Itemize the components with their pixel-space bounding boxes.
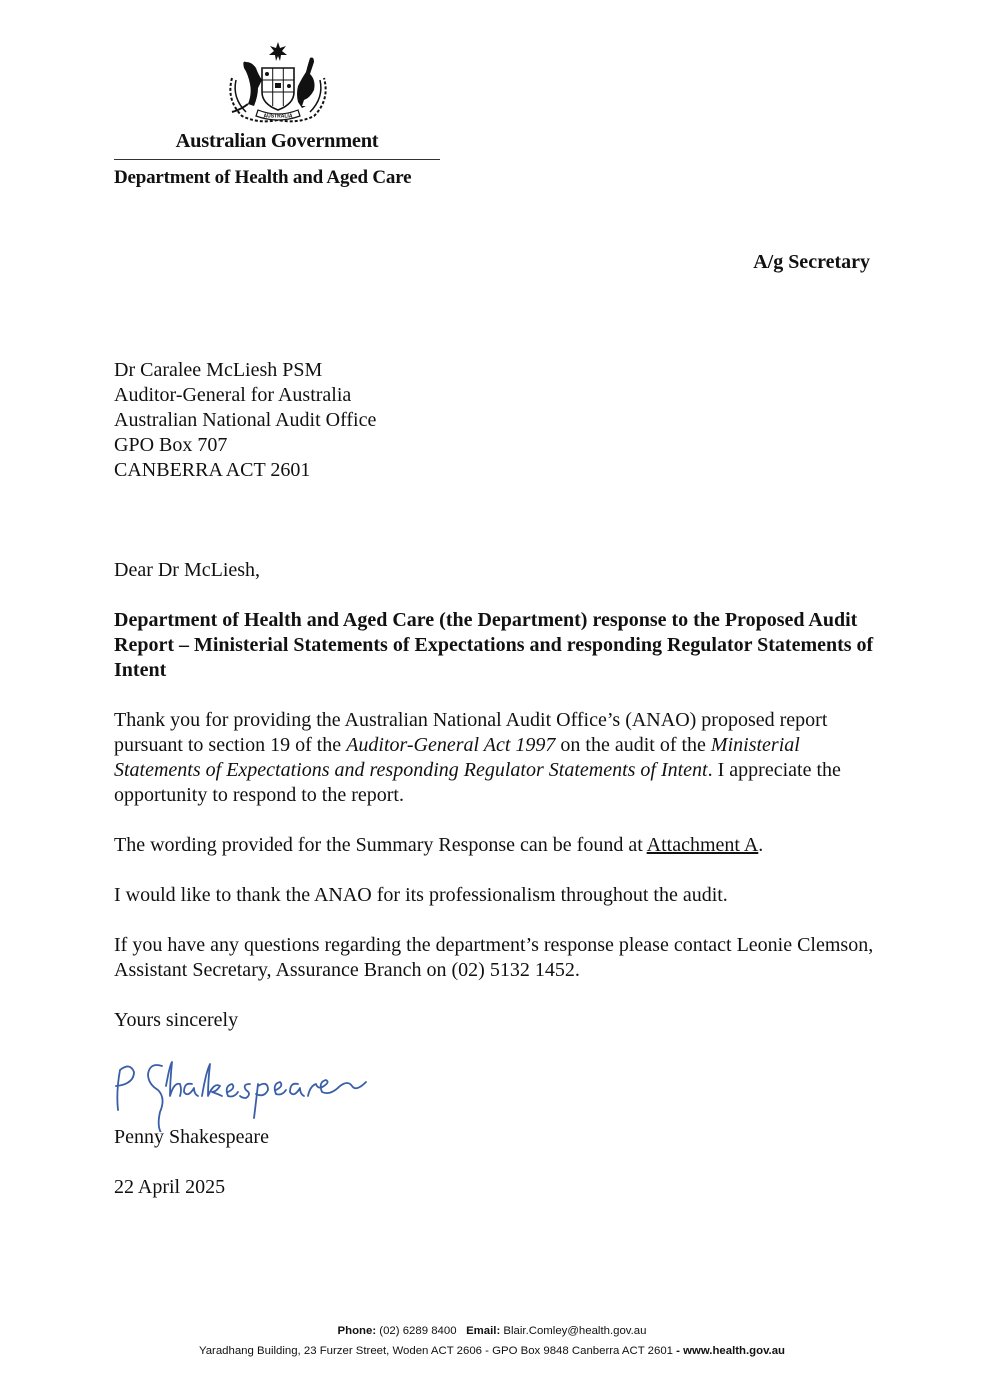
recipient-name: Dr Caralee McLiesh PSM xyxy=(114,359,323,381)
attachment-link[interactable]: Attachment A xyxy=(646,834,759,856)
paragraph-contact: If you have any questions regarding the department’s response please contact Leonie Clemson, Assistant Secretary, Assurance Branch on (02) 5132 1452. xyxy=(114,934,874,981)
paragraph-summary-text-2: . xyxy=(758,834,764,856)
footer-address-line xyxy=(0,1345,984,1357)
footer-separator: - xyxy=(673,1345,684,1357)
paragraph-thanks: I would like to thank the ANAO for its professionalism throughout the audit. xyxy=(114,884,728,906)
paragraph-intro-text-3: . I appreciate the opportunity to respond to the report. xyxy=(114,759,841,806)
paragraph-summary xyxy=(114,833,874,858)
letter-body xyxy=(114,558,874,1033)
svg-text:AUSTRALIA: AUSTRALIA xyxy=(263,113,293,120)
paragraph-summary-text-1: The wording provided for the Summary Response can be found at xyxy=(114,834,647,856)
footer-email-label: Email: xyxy=(466,1325,501,1337)
letterhead-divider xyxy=(114,159,440,160)
recipient-po-box: GPO Box 707 xyxy=(114,434,228,456)
salutation: Dear Dr McLiesh, xyxy=(114,559,261,581)
audit-title: Ministerial Statements of Expectations and responding Regulator Statements of Intent xyxy=(114,734,800,781)
recipient-address xyxy=(114,358,376,483)
government-name: Australian Government xyxy=(175,130,379,152)
footer-phone: (02) 6289 8400 xyxy=(379,1325,457,1337)
footer-contact xyxy=(0,1325,984,1337)
recipient-title: Auditor-General for Australia xyxy=(114,384,352,406)
act-title: Auditor-General Act 1997 xyxy=(346,734,556,756)
letter-date: 22 April 2025 xyxy=(114,1176,226,1198)
signer-name: Penny Shakespeare xyxy=(114,1126,269,1148)
paragraph-intro-text-2: on the audit of the xyxy=(555,734,711,756)
recipient-office: Australian National Audit Office xyxy=(114,409,377,431)
subject-line: Department of Health and Aged Care (the Department) response to the Proposed Audit Report – Ministerial Statements of Expectations and responding Regulator Statements of Intent xyxy=(114,609,874,681)
recipient-city: CANBERRA ACT 2601 xyxy=(114,459,311,481)
signature-icon xyxy=(100,1052,390,1132)
paragraph-intro xyxy=(114,708,874,808)
paragraph-intro-text-1: Thank you for providing the Australian National Audit Office’s (ANAO) proposed report pursuant to section 19 of the xyxy=(114,709,828,756)
coat-of-arms-icon xyxy=(212,40,344,126)
footer-email[interactable]: Blair.Comley@health.gov.au xyxy=(503,1325,647,1337)
footer-website[interactable]: www.health.gov.au xyxy=(683,1345,786,1357)
footer-phone-label: Phone: xyxy=(337,1325,377,1337)
department-name: Department of Health and Aged Care xyxy=(114,167,412,188)
sender-role: A/g Secretary xyxy=(753,251,870,273)
footer-address: Yaradhang Building, 23 Furzer Street, Woden ACT 2606 - GPO Box 9848 Canberra ACT 2601 xyxy=(198,1345,673,1357)
closing: Yours sincerely xyxy=(114,1009,239,1031)
